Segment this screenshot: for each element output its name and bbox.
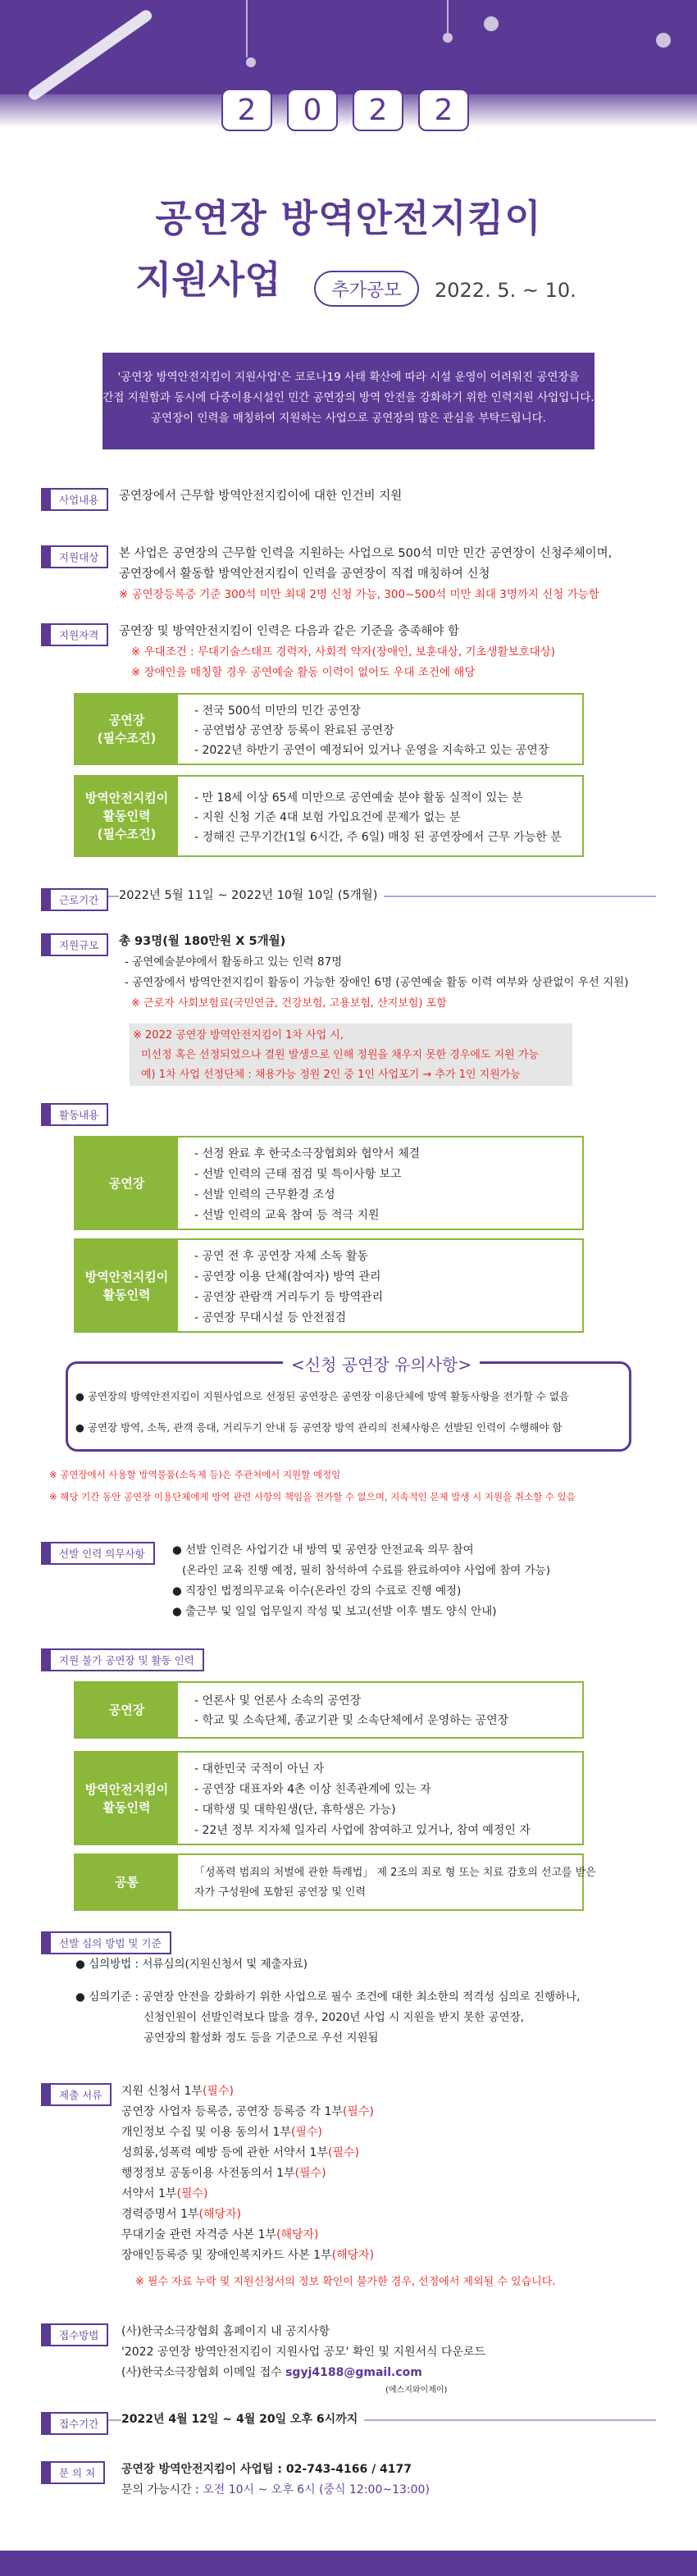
contact-hours-line: [121, 2480, 430, 2501]
target-line: 본 사업은 공연장의 근무할 인력을 지원하는 사업으로 500석 미만 민간 공연장이 신청주체이며,: [119, 547, 613, 560]
footer-bar: [0, 2551, 697, 2576]
section-qual: [41, 623, 108, 646]
box-line: - 선발 인력의 근무환경 조성: [194, 1188, 335, 1201]
activity-staff-box: [74, 1238, 584, 1333]
section-label: 문 의 처: [41, 2461, 105, 2484]
box-line: - 2022년 하반기 공연이 예정되어 있거나 운영을 지속하고 있는 공연장: [194, 744, 549, 757]
doc-requirement: (필수): [294, 2167, 326, 2180]
excluded-venue-box: [74, 1681, 584, 1739]
box-heading: [75, 1683, 178, 1737]
duty-line: (온라인 교육 진행 예정, 필히 참석하여 수료를 완료하여야 사업에 참여 가능): [182, 1564, 550, 1577]
excluded-staff-box: [74, 1751, 584, 1845]
section-label: 지원대상: [41, 545, 108, 568]
apply-line: (사)한국소극장협회 이메일 접수: [121, 2366, 282, 2379]
method-line: 공연장의 활성화 정도 등을 기준으로 우선 지원됨: [144, 2031, 379, 2045]
doc-name: 경력증명서 1부: [121, 2208, 199, 2221]
email-link[interactable]: sgyj4188@gmail.com: [285, 2366, 422, 2379]
year-digit: 2: [418, 89, 469, 131]
virus-icon: [246, 57, 256, 67]
box-heading-text: 방역안전지킴이 활동인력 (필수조건): [84, 791, 169, 841]
box-line: - 공연 전 후 공연장 자체 소독 활동: [194, 1250, 369, 1263]
method-line: ● 심의기준 : 공연장 안전을 강화하기 위한 사업으로 필수 조건에 대한 최소한의 적격성 심의로 진행하나,: [75, 1990, 581, 2004]
box-heading-text: 방역안전지킴이 활동인력: [84, 1269, 169, 1302]
scale-note: ※ 2022 공연장 방역안전지킴이 1차 사업 시,: [133, 1029, 344, 1042]
section-label: 선발 심의 방법 및 기준: [41, 1931, 171, 1954]
section-label: 제출 서류: [41, 2083, 112, 2106]
page-title-line2: 지원사업: [135, 258, 281, 302]
additional-call-badge: 추가공모: [314, 271, 419, 307]
section-activity: [41, 1103, 108, 1126]
contact-hours: 오전 10시 ~ 오후 6시 (중식 12:00~13:00): [203, 2483, 430, 2496]
doc-item: [121, 2245, 374, 2266]
doc-name: 무대기술 관련 자격증 사본 1부: [121, 2228, 276, 2241]
year-digit: 0: [287, 89, 338, 131]
scale-total: 총 93명(월 180만원 X 5개월): [119, 935, 286, 948]
doc-item: [121, 2204, 241, 2225]
box-line: - 공연장 관람객 거리두기 등 방역관리: [194, 1291, 384, 1304]
doc-name: 서약서 1부: [121, 2187, 177, 2200]
section-label: 지원자격: [41, 623, 108, 646]
notice-line: ● 공연장 방역, 소독, 관객 응대, 거리두기 안내 등 공연장 방역 관리의 전체사항은 선발된 인력이 수행해야 함: [75, 1421, 563, 1434]
box-line: - 학교 및 소속단체, 종교기관 및 소속단체에서 운영하는 공연장: [194, 1714, 509, 1727]
notice-line: ● 공연장의 방역안전지킴이 지원사업으로 선정된 공연장은 공연장 이용단체에 방역 활동사항을 전가할 수 없음: [75, 1390, 569, 1402]
box-heading: [75, 1855, 178, 1909]
doc-requirement: (필수): [342, 2105, 374, 2118]
virus-icon: [656, 33, 671, 48]
duty-line: ● 선발 인력은 사업기간 내 방역 및 공연장 안전교육 의무 참여: [172, 1543, 474, 1557]
intro-line: 간접 지원함과 동시에 다중이용시설인 민간 공연장의 방역 안전을 강화하기 위한 인력지원 사업입니다.: [102, 391, 594, 404]
box-line: - 언론사 및 언론사 소속의 공연장: [194, 1694, 362, 1707]
section-scale: [41, 933, 108, 956]
section-label: 접수방법: [41, 2323, 108, 2346]
intro-line: 공연장이 인력을 매칭하여 지원하는 사업으로 공연장의 많은 관심을 부탁드립니다.: [150, 412, 546, 425]
scale-note: 미선정 혹은 선정되었으나 결원 발생으로 인해 정원을 채우지 못한 경우에도 지원 가능: [141, 1049, 539, 1061]
box-heading-text: 공통: [115, 1875, 139, 1890]
doc-requirement: (필수): [176, 2187, 208, 2200]
apply-email-line: [121, 2363, 422, 2383]
doc-item: [121, 2184, 207, 2204]
virus-icon: [484, 16, 499, 31]
box-line: - 22년 정부 지자체 일자리 사업에 참여하고 있거나, 참여 예정인 자: [194, 1824, 531, 1837]
section-apply: [41, 2323, 108, 2346]
target-note: ※ 공연장등록증 기준 300석 미만 최대 2명 신청 가능, 300~500석 미만 최대 3명까지 신청 가능함: [119, 588, 599, 601]
activity-venue-box: [74, 1136, 584, 1230]
qual-note: ※ 우대조건 : 무대기술스태프 경력자, 사회적 약자(장애인, 보훈대상, 기초생활보호대상): [131, 645, 555, 659]
section-label: 선발 인력 의무사항: [41, 1542, 155, 1565]
box-line: - 공연장 대표자와 4촌 이상 친족관계에 있는 자: [194, 1783, 431, 1796]
box-line: - 대한민국 국적이 아닌 자: [194, 1762, 325, 1776]
hanging-line-icon: [447, 0, 449, 33]
doc-requirement: (해당자): [276, 2228, 319, 2241]
scale-line: - 공연예술분야에서 활동하고 있는 인력 87명: [125, 955, 343, 969]
section-label: 활동내용: [41, 1103, 108, 1126]
box-line: 「성폭력 범죄의 처벌에 관한 특례법」 제 2조의 죄로 형 또는 치료 감호의 선고를 받은: [194, 1867, 596, 1879]
hero-date: 2022. 5. ~ 10.: [435, 279, 576, 302]
duty-line: ● 직장인 법정의무교육 이수(온라인 강의 수료로 진행 예정): [172, 1584, 462, 1598]
doc-name: 행정정보 공동이용 사전동의서 1부: [121, 2167, 295, 2180]
doc-requirement: (필수): [328, 2146, 359, 2159]
qual-staff-box: [74, 775, 584, 857]
box-line: - 전국 500석 미만의 민간 공연장: [194, 704, 361, 718]
box-heading: [75, 1138, 178, 1229]
apply-line: '2022 공연장 방역안전지킴이 지원사업 공모' 확인 및 지원서식 다운로드: [121, 2346, 486, 2359]
box-line: - 정해진 근무기간(1일 6시간, 주 6일) 매칭 된 공연장에서 근무 가능한 분: [194, 831, 562, 844]
qual-note: ※ 장애인을 매칭할 경우 공연예술 활동 이력이 없어도 우대 조건에 해당: [131, 666, 476, 679]
section-docs: [41, 2083, 112, 2106]
box-line: - 선정 완료 후 한국소극장협회와 협약서 체결: [194, 1147, 421, 1160]
section-label: 근로기간: [41, 888, 108, 911]
section-label: 사업내용: [41, 488, 108, 511]
doc-item: [121, 2102, 374, 2122]
box-line: - 만 18세 이상 65세 미만으로 공연예술 분야 활동 실적이 있는 분: [194, 791, 523, 805]
email-note: (에스지와이제이): [385, 2386, 448, 2395]
method-line: 신청인원이 선발인력보다 많을 경우, 2020년 사업 시 지원을 받지 못한 공연장,: [144, 2011, 525, 2024]
target-line: 공연장에서 활동할 방역안전지킴이 인력을 공연장이 직접 매칭하여 신청: [119, 568, 490, 581]
year-display: [221, 89, 469, 131]
box-heading: [75, 1240, 178, 1331]
excluded-common-box: [74, 1853, 596, 1911]
page-title: 공연장 방역안전지킴이: [155, 196, 542, 240]
section-label: 접수기간: [41, 2412, 108, 2435]
doc-requirement: (해당자): [198, 2208, 242, 2221]
box-line: - 선발 인력의 근태 점검 및 특이사항 보고: [194, 1168, 402, 1181]
box-heading-text: 공연장: [108, 1703, 145, 1717]
scale-note: ※ 근로자 사회보험료(국민연금, 건강보험, 고용보험, 산지보험) 포함: [131, 997, 447, 1010]
duty-line: ● 출근부 및 일일 업무일지 작성 및 보고(선발 이후 별도 양식 안내): [172, 1605, 497, 1618]
qual-line: 공연장 및 방역안전지킴이 인력은 다음과 같은 기준을 충족해야 함: [119, 625, 460, 638]
box-line: - 지원 신청 기준 4대 보험 가입요건에 문제가 없는 분: [194, 811, 461, 824]
doc-name: 개인정보 수집 및 이용 동의서 1부: [121, 2126, 291, 2139]
box-line: - 선발 인력의 교육 참여 등 적극 지원: [194, 1209, 380, 1222]
box-heading-text: 방역안전지킴이 활동인력: [84, 1781, 169, 1815]
section-content: [41, 488, 108, 511]
doc-name: 지원 신청서 1부: [121, 2085, 203, 2098]
notice-title: <신청 공연장 유의사항>: [283, 1352, 480, 1375]
doc-requirement: (해당자): [331, 2249, 375, 2262]
section-deadline: [41, 2412, 108, 2435]
qual-venue-box: [74, 693, 584, 765]
section-contact: [41, 2461, 105, 2484]
doc-item: [121, 2225, 319, 2245]
hanging-line-icon: [246, 0, 248, 57]
section-period: [41, 888, 108, 911]
box-heading-text: 공연장 (필수조건): [97, 713, 157, 745]
box-line: - 대학생 및 대학원생(단, 휴학생은 가능): [194, 1803, 396, 1817]
method-line: ● 심의방법 : 서류심의(지원신청서 및 제출자료): [75, 1958, 308, 1971]
period-text: 2022년 5월 11일 ~ 2022년 10월 10일 (5개월): [119, 886, 384, 906]
hero-banner: [0, 0, 697, 459]
box-line: - 공연장 무대시설 등 안전점검: [194, 1311, 347, 1324]
box-heading: [75, 777, 178, 855]
box-line: - 공연법상 공연장 등록이 완료된 공연장: [194, 724, 394, 737]
apply-line: (사)한국소극장협회 홈페이지 내 공지사항: [121, 2325, 330, 2338]
notice-note: ※ 공연장에서 사용할 방역물품(소독제 등)은 주관처에서 지원할 예정임: [49, 1469, 341, 1480]
section-excluded: [41, 1648, 204, 1671]
contact-phone: 공연장 방역안전지킴이 사업팀 : 02-743-4166 / 4177: [121, 2463, 412, 2476]
doc-requirement: (필수): [202, 2085, 234, 2098]
section-target: [41, 545, 108, 568]
doc-item: [121, 2081, 234, 2102]
doc-requirement: (필수): [290, 2126, 322, 2139]
year-digit: 2: [221, 89, 272, 131]
section-duty: [41, 1542, 155, 1565]
content-text: 공연장에서 근무할 방역안전지킴이에 대한 인건비 지원: [119, 490, 403, 503]
docs-note: ※ 필수 자료 누락 및 지원신청서의 정보 확인이 불가한 경우, 선정에서 제외될 수 있습니다.: [135, 2276, 556, 2288]
box-heading: [75, 1753, 178, 1844]
box-heading: [75, 695, 178, 764]
section-label: 지원규모: [41, 933, 108, 956]
scale-line: - 공연장에서 방역안전지킴이 활동이 가능한 장애인 6명 (공연예술 활동 이력 여부와 상관없이 우선 지원): [125, 976, 629, 989]
virus-icon: [443, 33, 453, 43]
box-heading-text: 공연장: [108, 1175, 145, 1191]
notice-note: ※ 해당 기간 동안 공연장 이용단체에게 방역 관련 사항의 책임을 전가할 수 없으며, 지속적인 문제 발생 시 지원을 취소할 수 있음: [49, 1491, 576, 1502]
scale-note: 예) 1차 사업 선정단체 : 채용가능 정원 2인 중 1인 사업포기 → 추가 1인 지원가능: [141, 1069, 521, 1081]
intro-description: [102, 353, 594, 449]
section-method: [41, 1931, 171, 1954]
box-line: - 공연장 이용 단체(참여자) 방역 관리: [194, 1270, 381, 1283]
intro-line: '공연장 방역안전지킴이 지원사업'은 코로나19 사태 확산에 따라 시설 운영이 어려워진 공연장을: [117, 371, 580, 384]
section-label: 지원 불가 공연장 및 활동 인력: [41, 1648, 204, 1671]
box-line: 자가 구성원에 포함된 공연장 및 인력: [194, 1886, 367, 1899]
doc-item: [121, 2122, 322, 2143]
contact-hours-label: 문의 가능시간 :: [121, 2483, 203, 2496]
doc-item: [121, 2143, 359, 2163]
deadline-text: 2022년 4월 12일 ~ 4월 20일 오후 6시까지: [121, 2410, 364, 2430]
year-digit: 2: [353, 89, 403, 131]
doc-name: 장애인등록증 및 장애인복지카드 사본 1부: [121, 2249, 332, 2262]
doc-name: 공연장 사업자 등록증, 공연장 등록증 각 1부: [121, 2105, 343, 2118]
doc-name: 성희롱,성폭력 예방 등에 관한 서약서 1부: [121, 2146, 328, 2159]
doc-item: [121, 2163, 326, 2184]
